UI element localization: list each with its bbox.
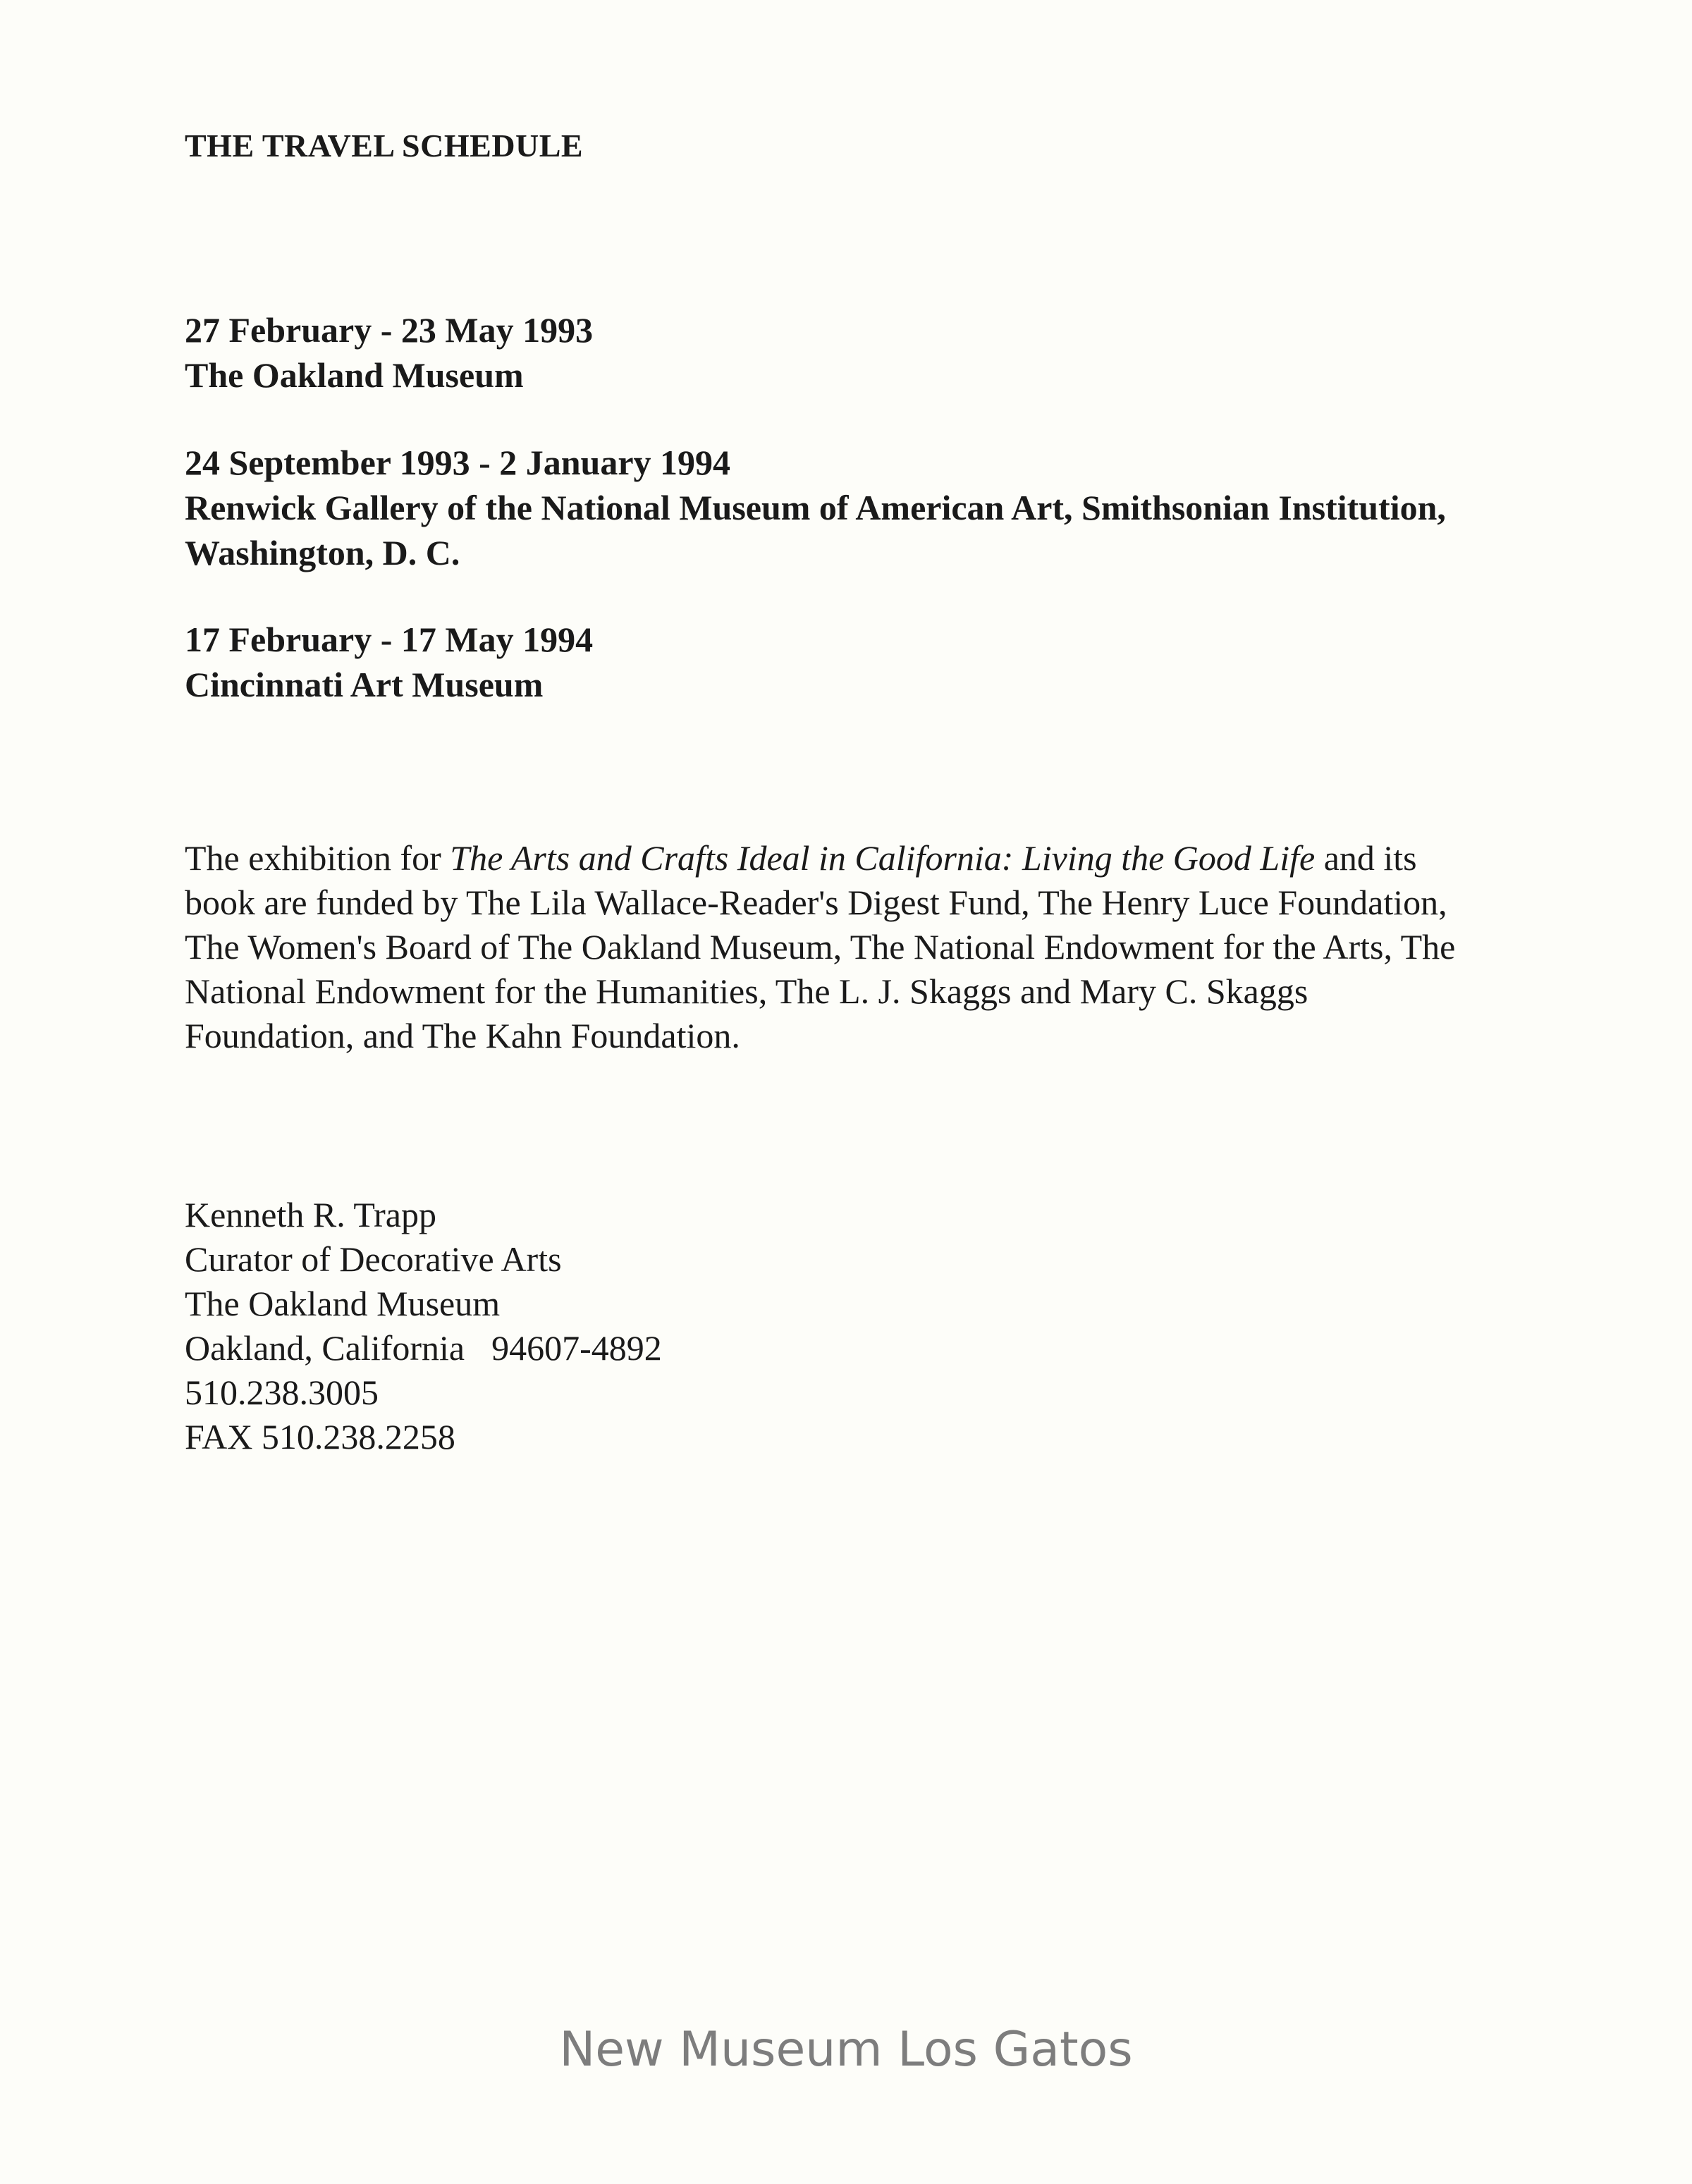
exhibition-title: The Arts and Crafts Ideal in California: Living the Good Life [450,838,1316,878]
contact-zip: 94607-4892 [491,1328,662,1368]
funding-body: and its book are funded by The Lila Wallace-Reader's Digest Fund, The Henry Luce Foundation, The Women's Board of The Oakland Museum, The National Endowment for the Arts, The National Endowment for the Humanities, The L. J. Skaggs and Mary C. Skaggs Foundation, and The Kahn Foundation. [185,838,1456,1055]
contact-block [185,1193,662,1459]
venue-dates: 24 September 1993 - 2 January 1994 [185,443,731,482]
funding-intro: The exhibition for [185,838,450,878]
venue-dates: 27 February - 23 May 1993 [185,310,594,350]
contact-fax: FAX 510.238.2258 [185,1417,455,1456]
contact-address [185,1326,662,1370]
contact-city: Oakland, California [185,1328,465,1368]
venue-name: Renwick Gallery of the National Museum of American Art, Smithsonian Institution, Washington, D. C. [185,488,1446,572]
watermark: New Museum Los Gatos [559,2022,1133,2078]
venue-name: The Oakland Museum [185,355,524,395]
contact-title: Curator of Decorative Arts [185,1239,562,1279]
venue-entry [185,307,593,398]
venue-entry [185,440,1496,575]
contact-name: Kenneth R. Trapp [185,1195,436,1234]
venue-name: Cincinnati Art Museum [185,665,544,704]
venue-entry [185,617,593,707]
venue-dates: 17 February - 17 May 1994 [185,620,594,659]
contact-organization: The Oakland Museum [185,1284,501,1323]
page-title: THE TRAVEL SCHEDULE [185,128,584,164]
funding-paragraph [185,836,1482,1058]
contact-phone: 510.238.3005 [185,1373,379,1412]
